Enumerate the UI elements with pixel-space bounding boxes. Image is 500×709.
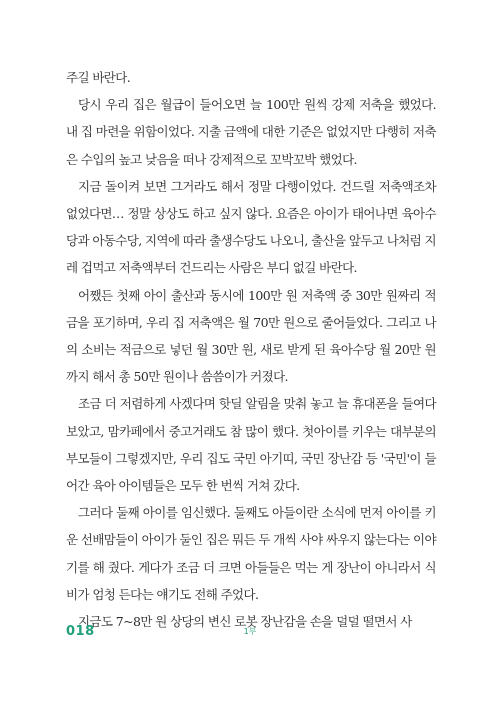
- part-label: 1부: [243, 627, 257, 636]
- paragraph: 주길 바란다.: [66, 70, 131, 85]
- paragraph: 그러다 둘째 아이를 임신했다. 둘째도 아들이란 소식에 먼저 아이를 키운 선배맘들이 아이가 둘인 집은 뭐든 두 개씩 사야 싸우지 않는다는 이야기를 해 줬다. 게다가 조금 더 크면 아들들은 먹는 게 장난이 아니라서 식비가 엄청 든다는 얘기도 전해 주었다.: [66, 505, 436, 602]
- page-number: 018: [66, 624, 95, 639]
- paragraph: 지금도 7~8만 원 상당의 변신 로봇 장난감을 손을 덜덜 떨면서 사: [78, 614, 412, 630]
- paragraph: 어쨌든 첫째 아이 출산과 동시에 100만 원 저축액 중 30만 원짜리 적금을 포기하며, 우리 집 저축액은 월 70만 원으로 줄어들었다. 그리고 나의 소비는 적금으로 넣던 월 30만 원, 새로 받게 된 육아수당 월 20만 원까지 해서 총 50만 원이나 씀씀이가 커졌다.: [66, 287, 436, 385]
- body-text: [66, 64, 436, 635]
- paragraph: 지금 돌이켜 보면 그거라도 해서 정말 다행이었다. 건드릴 저축액조차 없었다면… 정말 상상도 하고 싶지 않다. 요즘은 아이가 태어나면 육아수당과 아동수당, 지역에 따라 출생수당도 나오니, 출산을 앞두고 나처럼 지레 겁먹고 저축액부터 건드리는 사람은 부디 없길 바란다.: [66, 178, 436, 276]
- paragraph: 당시 우리 집은 월급이 들어오면 늘 100만 원씩 강제 저축을 했었다. 내 집 마련을 위함이었다. 지출 금액에 대한 기준은 없었지만 다행히 저축은 수입의 높고 낮음을 떠나 강제적으로 꼬박꼬박 했었다.: [66, 97, 436, 167]
- paragraph: 조금 더 저렴하게 사겠다며 핫딜 알림을 맞춰 놓고 늘 휴대폰을 들여다보았고, 맘카페에서 중고거래도 참 많이 했다. 첫아이를 키우는 대부분의 부모들이 그렇겠지만, 우리 집도 국민 아기띠, 국민 장난감 등 '국민'이 들어간 육아 아이템들은 모두 한 번씩 거쳐 갔다.: [66, 396, 436, 494]
